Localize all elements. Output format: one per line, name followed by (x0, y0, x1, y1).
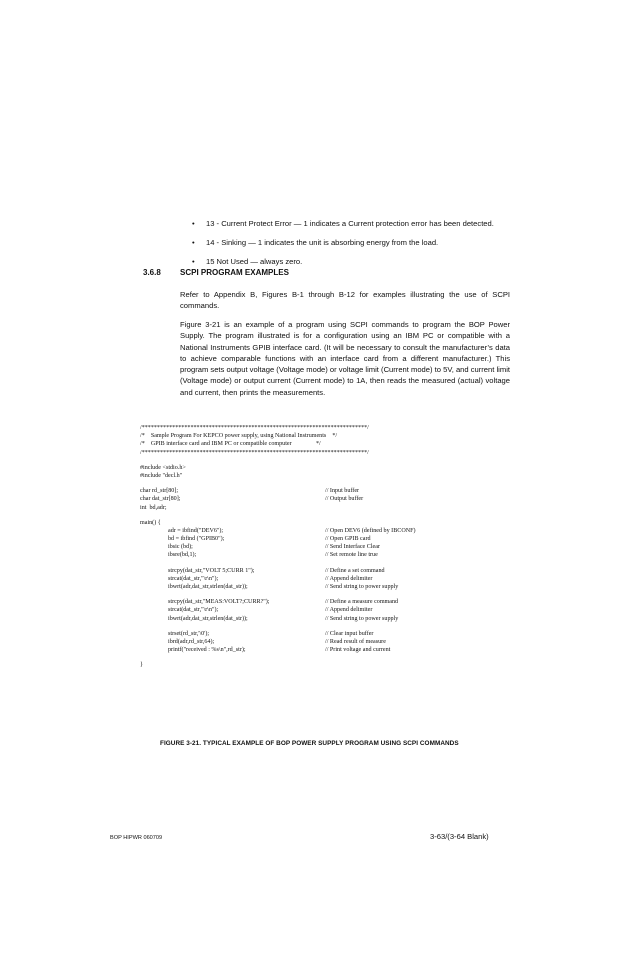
code-text: char dat_str[80]; (140, 496, 181, 503)
code-comment: // Output buffer (325, 496, 364, 503)
code-comment: // Send Interface Clear (325, 544, 380, 551)
bullet-glyph: • (192, 219, 195, 228)
footer-page-number: 3-63/(3-64 Blank) (430, 832, 489, 841)
code-line (140, 535, 430, 543)
code-comment: // Send string to power supply (325, 615, 399, 622)
code-line (140, 487, 430, 495)
code-text: bd = ibfind ("GPIB0"); (168, 536, 225, 543)
list-item (192, 238, 532, 248)
code-text: strcpy(dat_str,"VOLT 5;CURR 1"); (168, 567, 255, 574)
list-item (192, 219, 532, 229)
code-comment: // Define a measure command (325, 599, 399, 606)
bullet-glyph: • (192, 257, 195, 266)
code-comment: // Send string to power supply (325, 584, 399, 590)
code-line (140, 575, 430, 583)
code-line (140, 527, 430, 535)
code-line (140, 551, 430, 559)
code-line (140, 583, 430, 591)
code-comment-line: /**************************************************************************/ (140, 449, 369, 456)
footer-document-id: BOP HIPWR 060709 (110, 835, 163, 841)
code-text: strcat(dat_str,"\r\n"); (168, 607, 219, 614)
code-text: ibsre(bd,1); (168, 552, 197, 559)
code-listing (140, 424, 430, 670)
code-comment: // Read result of measure (325, 638, 386, 645)
code-text: strset(rd_str,'\0'); (168, 630, 210, 637)
section-title: SCPI PROGRAM EXAMPLES (180, 268, 289, 277)
code-text: ibrd(adr,rd_str,64); (168, 638, 215, 645)
code-comment-line: /* GPIB interface card and IBM PC or compatible computer */ (140, 441, 321, 448)
code-text: int bd,adr; (140, 504, 167, 511)
bullet-glyph: • (192, 238, 195, 247)
code-comment-line: /* Sample Program For KEPCO power supply, using National Instruments */ (140, 433, 338, 440)
code-text: strcpy(dat_str,"MEAS:VOLT?;CURR?"); (168, 599, 270, 606)
code-line (140, 598, 430, 606)
list-item-text: 15 Not Used — always zero. (206, 257, 303, 266)
code-comment: // Open GPIB card (325, 536, 371, 543)
code-comment: // Set remote line true (325, 552, 378, 559)
paragraph-appendix-reference: Refer to Appendix B, Figures B-1 through B-12 for examples illustrating the use of SCPI commands. (180, 290, 510, 311)
code-text: ibwrt(adr,dat_str,strlen(dat_str)); (168, 615, 248, 622)
code-line (140, 646, 430, 654)
list-item (192, 257, 532, 267)
code-line (140, 567, 430, 575)
code-text: adr = ibfind("DEV6"); (168, 527, 224, 534)
code-line (140, 495, 430, 503)
code-comment: // Print voltage and current (325, 647, 391, 654)
list-item-text: 13 - Current Protect Error — 1 indicates a Current protection error has been detected. (206, 219, 494, 228)
section-number: 3.6.8 (143, 268, 161, 277)
code-line: main() { (140, 519, 161, 526)
code-line (140, 606, 430, 614)
code-comment: // Open DEV6 (defined by IBCONF) (325, 527, 416, 534)
code-comment: // Input buffer (325, 488, 360, 495)
figure-caption: FIGURE 3-21. TYPICAL EXAMPLE OF BOP POWER SUPPLY PROGRAM USING SCPI COMMANDS (160, 740, 459, 747)
code-comment-line: /**************************************************************************/ (140, 425, 369, 431)
code-comment: // Define a set command (325, 567, 385, 574)
code-comment: // Clear input buffer (325, 630, 374, 637)
code-line (140, 638, 430, 646)
code-include-line: #include "decl.h" (140, 472, 183, 479)
code-line: } (140, 662, 143, 669)
code-text: printf("received : %s\n",rd_str); (168, 647, 246, 654)
paragraph-program-description: Figure 3-21 is an example of a program using SCPI commands to program the BOP Power Supply. The program illustrated is for a configuration using an IBM PC or compatible with a National Instruments GPIB interface card. (It will be necessary to consult the manufacturer’s data to achieve comparable functions with an interface card from a different manufacturer.) This program sets output voltage (Voltage mode) or voltage limit (Current mode) to 5V, and current limit (Voltage mode) or output current (Current mode) to 1A, then reads the measured (actual) voltage and current, then prints the measurements. (180, 320, 510, 397)
code-line (140, 630, 430, 638)
code-line (140, 615, 430, 623)
list-item-text: 14 - Sinking — 1 indicates the unit is absorbing energy from the load. (206, 238, 439, 247)
code-text: ibsic (bd); (168, 544, 193, 551)
code-comment: // Append delimiter (325, 575, 373, 582)
code-text: ibwrt(adr,dat_str,strlen(dat_str)); (168, 584, 248, 590)
code-line (140, 543, 430, 551)
code-include-line: #include <stdio.h> (140, 464, 186, 471)
code-comment: // Append delimiter (325, 607, 373, 614)
code-line (140, 504, 430, 512)
code-text: strcat(dat_str,"\r\n"); (168, 575, 219, 582)
code-text: char rd_str[80]; (140, 488, 179, 495)
